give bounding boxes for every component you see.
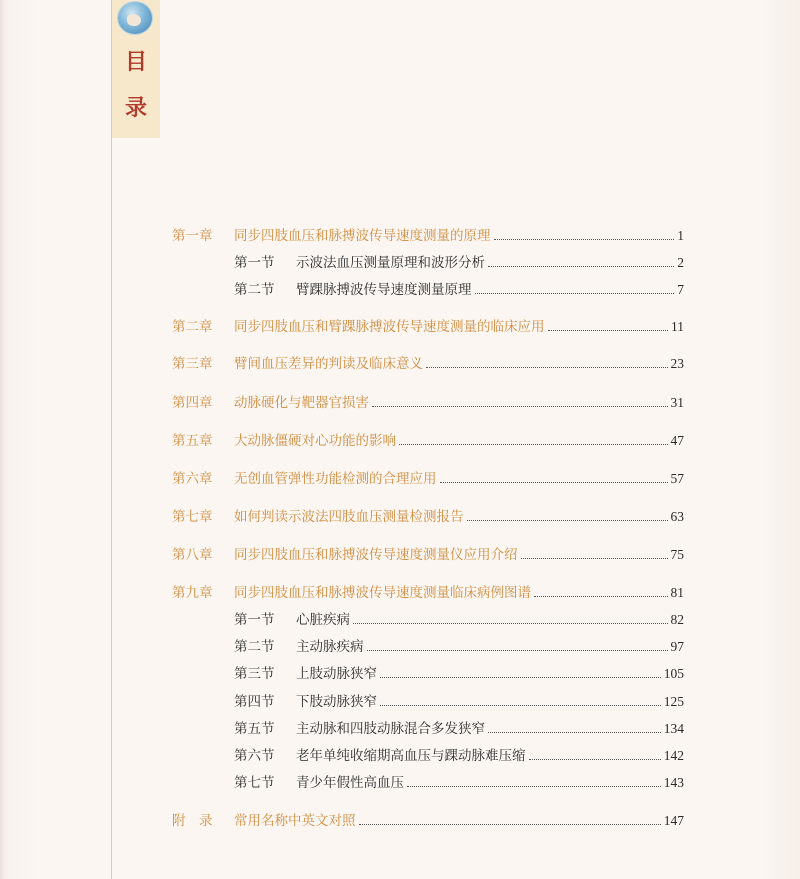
- page-number: 143: [663, 775, 684, 790]
- dot-leader: [521, 557, 668, 559]
- dot-leader: [440, 481, 668, 483]
- dot-leader: [426, 366, 668, 368]
- section-title: 上肢动脉狭窄: [296, 666, 377, 682]
- page-number: 63: [670, 509, 684, 524]
- section-title: 主动脉和四肢动脉混合多发狭窄: [296, 721, 485, 737]
- chapter-number: 第八章: [172, 547, 213, 563]
- toc-chapter-entry[interactable]: [172, 430, 684, 452]
- toc-chapter-entry[interactable]: [172, 353, 684, 375]
- chapter-title: 臂间血压差异的判读及临床意义: [234, 356, 423, 372]
- chapter-title: 同步四肢血压和脉搏波传导速度测量的原理: [234, 228, 491, 244]
- chapter-number: 第六章: [172, 471, 213, 487]
- chapter-number: 第七章: [172, 509, 213, 525]
- page-number: 97: [670, 639, 684, 654]
- chapter-number: 第一章: [172, 228, 213, 244]
- toc-chapter-entry[interactable]: [172, 506, 684, 528]
- chapter-number: 第四章: [172, 395, 213, 411]
- section-number: 第一节: [234, 612, 275, 628]
- toc-chapter-entry[interactable]: [172, 392, 684, 414]
- dot-leader: [488, 731, 661, 733]
- dot-leader: [380, 704, 661, 706]
- dot-leader: [367, 649, 668, 651]
- section-number: 第五节: [234, 721, 275, 737]
- dot-leader: [353, 622, 668, 624]
- dot-leader: [548, 329, 669, 331]
- toc-section-entry[interactable]: [234, 609, 684, 631]
- page-number: 23: [670, 356, 684, 371]
- globe-icon: [118, 2, 152, 34]
- page-number: 81: [670, 585, 684, 600]
- section-title: 老年单纯收缩期高血压与踝动脉难压缩: [296, 748, 526, 764]
- chapter-number: 第三章: [172, 356, 213, 372]
- page-number: 2: [677, 255, 684, 270]
- page-number: 147: [663, 813, 684, 828]
- chapter-title: 同步四肢血压和脉搏波传导速度测量仪应用介绍: [234, 547, 518, 563]
- page-number: 1: [677, 228, 684, 243]
- toc-section-entry[interactable]: [234, 772, 684, 794]
- page-number: 11: [671, 319, 684, 334]
- toc-section-entry[interactable]: [234, 745, 684, 767]
- dot-leader: [407, 785, 661, 787]
- section-number: 第六节: [234, 748, 275, 764]
- page-number: 75: [670, 547, 684, 562]
- page-number: 125: [663, 694, 684, 709]
- page-number: 57: [670, 471, 684, 486]
- toc-title-char-1: 目: [124, 50, 147, 75]
- toc-title-char-2: 录: [124, 96, 147, 121]
- section-number: 第二节: [234, 639, 275, 655]
- chapter-title: 无创血管弹性功能检测的合理应用: [234, 471, 437, 487]
- section-number: 第七节: [234, 775, 275, 791]
- dot-leader: [534, 595, 668, 597]
- page-number: 142: [663, 748, 684, 763]
- chapter-title: 同步四肢血压和脉搏波传导速度测量临床病例图谱: [234, 585, 531, 601]
- section-title: 示波法血压测量原理和波形分析: [296, 255, 485, 271]
- chapter-title: 大动脉僵硬对心功能的影响: [234, 433, 396, 449]
- toc-chapter-entry[interactable]: [172, 582, 684, 604]
- section-title: 主动脉疾病: [296, 639, 364, 655]
- dot-leader: [488, 265, 674, 267]
- page-number: 7: [677, 282, 684, 297]
- page-number: 82: [670, 612, 684, 627]
- chapter-title: 常用名称中英文对照: [234, 813, 356, 829]
- toc-chapter-entry[interactable]: [172, 316, 684, 338]
- chapter-title: 如何判读示波法四肢血压测量检测报告: [234, 509, 464, 525]
- chapter-number: 附 录: [172, 813, 213, 829]
- toc-chapter-entry[interactable]: [172, 544, 684, 566]
- section-title: 下肢动脉狭窄: [296, 694, 377, 710]
- page-number: 47: [670, 433, 684, 448]
- toc-chapter-entry[interactable]: [172, 810, 684, 832]
- toc-chapter-entry[interactable]: [172, 225, 684, 247]
- dot-leader: [372, 405, 668, 407]
- section-number: 第三节: [234, 666, 275, 682]
- section-number: 第二节: [234, 282, 275, 298]
- dot-leader: [399, 443, 668, 445]
- page-number: 134: [663, 721, 684, 736]
- chapter-title: 同步四肢血压和臂踝脉搏波传导速度测量的临床应用: [234, 319, 545, 335]
- section-number: 第一节: [234, 255, 275, 271]
- toc-chapter-entry[interactable]: [172, 468, 684, 490]
- chapter-number: 第二章: [172, 319, 213, 335]
- toc-section-entry[interactable]: [234, 691, 684, 713]
- page-number: 105: [663, 666, 684, 681]
- toc-section-entry[interactable]: [234, 252, 684, 274]
- dot-leader: [380, 676, 661, 678]
- chapter-title: 动脉硬化与靶器官损害: [234, 395, 369, 411]
- dot-leader: [359, 823, 661, 825]
- page-number: 31: [670, 395, 684, 410]
- toc-section-entry[interactable]: [234, 718, 684, 740]
- section-number: 第四节: [234, 694, 275, 710]
- chapter-number: 第九章: [172, 585, 213, 601]
- toc-section-entry[interactable]: [234, 663, 684, 685]
- toc-section-entry[interactable]: [234, 636, 684, 658]
- dot-leader: [467, 519, 668, 521]
- dot-leader: [529, 758, 661, 760]
- chapter-number: 第五章: [172, 433, 213, 449]
- section-title: 臂踝脉搏波传导速度测量原理: [296, 282, 472, 298]
- toc-section-entry[interactable]: [234, 279, 684, 301]
- dot-leader: [494, 238, 675, 240]
- section-title: 心脏疾病: [296, 612, 350, 628]
- section-title: 青少年假性高血压: [296, 775, 404, 791]
- dot-leader: [475, 292, 675, 294]
